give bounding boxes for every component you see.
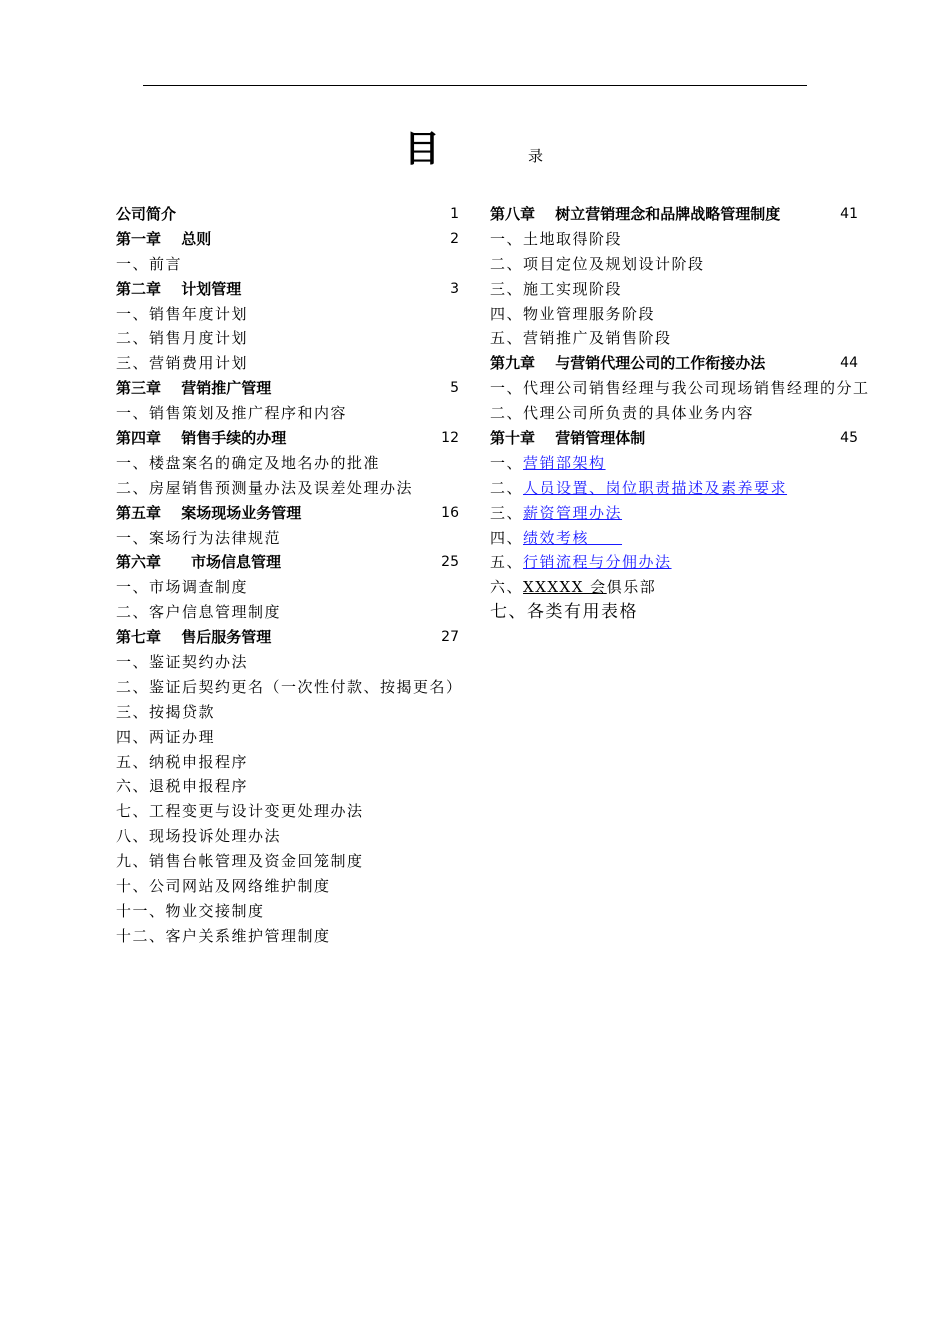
toc-page-number: 1 bbox=[450, 206, 459, 222]
toc-item-prefix: 四、 bbox=[490, 528, 524, 547]
toc-chapter[interactable] bbox=[116, 376, 461, 401]
toc-item: 三、营销费用计划 bbox=[116, 354, 249, 373]
toc-item: 六、退税申报程序 bbox=[116, 777, 249, 796]
toc-item: 二、代理公司所负责的具体业务内容 bbox=[490, 404, 755, 423]
toc-item: 一、前言 bbox=[116, 254, 183, 273]
toc-item: 一、案场行为法律规范 bbox=[116, 528, 282, 547]
toc-link[interactable]: 绩效考核 bbox=[523, 528, 623, 547]
toc-item-prefix: 一、 bbox=[490, 453, 524, 472]
toc-chapter[interactable] bbox=[116, 550, 461, 575]
toc-item: 四、两证办理 bbox=[116, 727, 216, 746]
toc-item bbox=[490, 451, 878, 476]
toc-title-sub: 录 bbox=[528, 147, 544, 165]
toc-page-number: 25 bbox=[441, 554, 459, 571]
toc-item: 九、销售台帐管理及资金回笼制度 bbox=[116, 852, 364, 871]
toc-item: 二、客户信息管理制度 bbox=[116, 603, 282, 622]
toc-chapter[interactable] bbox=[116, 625, 461, 650]
toc-item: 十、公司网站及网络维护制度 bbox=[116, 877, 331, 896]
toc-title: 目 bbox=[404, 129, 441, 170]
toc-item bbox=[490, 526, 878, 551]
toc-chapter-label: 第二章 计划管理 bbox=[116, 279, 242, 298]
toc-item: 五、纳税申报程序 bbox=[116, 752, 249, 771]
toc-item: 二、销售月度计划 bbox=[116, 329, 249, 348]
toc-chapter-label: 第十章 营销管理体制 bbox=[490, 429, 646, 448]
toc-item: 四、物业管理服务阶段 bbox=[490, 304, 656, 323]
toc-chapter-label: 第三章 营销推广管理 bbox=[116, 379, 272, 398]
toc-page-number: 12 bbox=[441, 430, 459, 447]
toc-item: 八、现场投诉处理办法 bbox=[116, 827, 282, 846]
toc-chapter[interactable] bbox=[116, 277, 461, 302]
toc-chapter-label: 第七章 售后服务管理 bbox=[116, 628, 272, 647]
toc-item: 一、市场调查制度 bbox=[116, 578, 249, 597]
toc-page-number: 41 bbox=[840, 206, 858, 222]
toc-link[interactable]: 行销流程与分佣办法 bbox=[523, 553, 672, 572]
toc-item: 一、楼盘案名的确定及地名办的批准 bbox=[116, 453, 381, 472]
toc-chapter[interactable] bbox=[490, 351, 878, 376]
toc-chapter[interactable] bbox=[116, 501, 461, 526]
toc-item-prefix: 六、 bbox=[490, 578, 524, 597]
toc-page-number: 44 bbox=[840, 355, 858, 372]
toc-link[interactable]: 薪资管理办法 bbox=[523, 503, 623, 522]
toc-left-column bbox=[116, 202, 461, 949]
toc-item-rest: 俱乐部 bbox=[606, 578, 657, 597]
toc-link[interactable]: 营销部架构 bbox=[523, 453, 606, 472]
toc-item: 一、销售策划及推广程序和内容 bbox=[116, 404, 348, 423]
toc-page-number: 2 bbox=[450, 230, 459, 247]
toc-page-number: 5 bbox=[450, 380, 459, 397]
toc-item: 十二、客户关系维护管理制度 bbox=[116, 926, 331, 945]
toc-chapter[interactable] bbox=[116, 227, 461, 252]
toc-item: 七、工程变更与设计变更处理办法 bbox=[116, 802, 364, 821]
toc-page-number: 27 bbox=[441, 629, 459, 646]
toc-item: 一、销售年度计划 bbox=[116, 304, 249, 323]
toc-item bbox=[490, 575, 878, 600]
toc-page-number: 45 bbox=[840, 430, 858, 447]
toc-page-number: 3 bbox=[450, 280, 459, 297]
toc-chapter-label: 第六章 市场信息管理 bbox=[116, 553, 282, 572]
toc-item: 一、代理公司销售经理与我公司现场销售经理的分工 bbox=[490, 379, 870, 398]
toc-item-prefix: 三、 bbox=[490, 503, 524, 522]
header-rule bbox=[143, 85, 807, 86]
toc-item: 十一、物业交接制度 bbox=[116, 901, 265, 920]
toc-item-prefix: 五、 bbox=[490, 553, 524, 572]
toc-item: 三、施工实现阶段 bbox=[490, 279, 623, 298]
toc-chapter-label: 第四章 销售手续的办理 bbox=[116, 429, 287, 448]
toc-item: 二、项目定位及规划设计阶段 bbox=[490, 254, 705, 273]
toc-link[interactable]: 人员设置、岗位职责描述及素养要求 bbox=[523, 478, 788, 497]
toc-right-column bbox=[490, 202, 878, 625]
toc-item: 二、鉴证后契约更名（一次性付款、按揭更名） bbox=[116, 677, 463, 696]
toc-page-number: 16 bbox=[441, 504, 459, 521]
toc-chapter-label: 第九章 与营销代理公司的工作衔接办法 bbox=[490, 354, 766, 373]
toc-item: 七、各类有用表格 bbox=[490, 602, 638, 623]
toc-chapter-label: 第一章 总则 bbox=[116, 229, 212, 248]
toc-item bbox=[490, 501, 878, 526]
toc-item bbox=[490, 550, 878, 575]
toc-chapter[interactable] bbox=[490, 202, 878, 227]
toc-chapter[interactable] bbox=[490, 426, 878, 451]
toc-item: 一、土地取得阶段 bbox=[490, 229, 623, 248]
toc-chapter[interactable] bbox=[116, 426, 461, 451]
toc-chapter-label: 第五章 案场现场业务管理 bbox=[116, 503, 302, 522]
toc-item: 二、房屋销售预测量办法及误差处理办法 bbox=[116, 478, 414, 497]
toc-chapter[interactable] bbox=[116, 202, 461, 227]
toc-item: 三、按揭贷款 bbox=[116, 702, 216, 721]
toc-item-underlined: XXXXX 会 bbox=[523, 578, 607, 597]
toc-item: 一、鉴证契约办法 bbox=[116, 653, 249, 672]
toc-item bbox=[490, 476, 878, 501]
toc-item-prefix: 二、 bbox=[490, 478, 524, 497]
toc-chapter-label: 公司简介 bbox=[116, 205, 177, 223]
toc-chapter-label: 第八章 树立营销理念和品牌战略管理制度 bbox=[490, 205, 781, 223]
toc-item: 五、营销推广及销售阶段 bbox=[490, 329, 672, 348]
